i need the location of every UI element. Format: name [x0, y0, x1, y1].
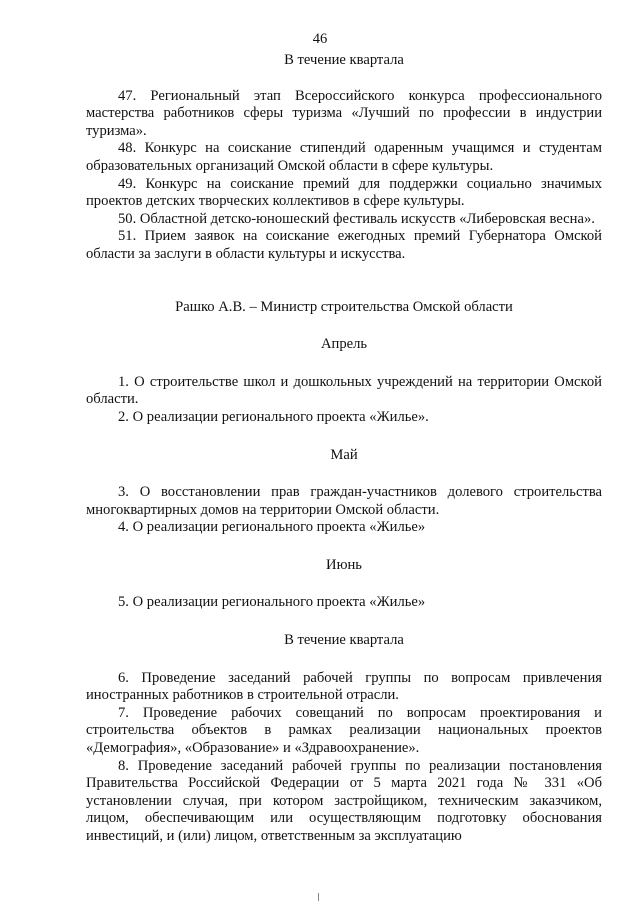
- list-item: 2. О реализации регионального проекта «Жилье».: [118, 408, 429, 425]
- list-item: 8. Проведение заседаний рабочей группы по реализации постановления Правительства Российской Федерации от 5 марта 2021 года № 331 «Об установлении случая, при котором застройщиком, техническим заказчиком, лицом, обеспечивающим или осуществляющим подготовку обоснования инвестиций, и (или) лицом, ответственным за эксплуатацию: [86, 757, 602, 844]
- document-body: [86, 52, 602, 846]
- section-heading-quarter-1: В течение квартала: [284, 52, 404, 68]
- list-item: 50. Областной детско-юношеский фестиваль искусств «Либеровская весна».: [118, 210, 595, 227]
- list-item: 6. Проведение заседаний рабочей группы по вопросам привлечения иностранных работников в строительной отрасли.: [86, 669, 602, 704]
- section-heading-may: Май: [330, 446, 358, 463]
- scan-artifact: [318, 893, 319, 901]
- page-number: 46: [312, 31, 328, 47]
- list-item: 4. О реализации регионального проекта «Жилье»: [118, 519, 426, 536]
- list-item: 51. Прием заявок на соискание ежегодных премий Губернатора Омской области за заслуги в области культуры и искусства.: [86, 228, 602, 262]
- section-heading-june: Июнь: [326, 556, 362, 573]
- list-item: 49. Конкурс на соискание премий для поддержки социально значимых проектов детских творческих коллективов в сфере культуры.: [86, 175, 602, 210]
- list-item: 47. Региональный этап Всероссийского конкурса профессионального мастерства работников сферы туризма «Лучший по профессии в индустрии туризма».: [86, 87, 602, 139]
- list-item: 48. Конкурс на соискание стипендий одаренным учащимся и студентам образовательных организаций Омской области в сфере культуры.: [86, 140, 602, 174]
- list-item: 7. Проведение рабочих совещаний по вопросам проектирования и строительства объектов в рамках реализации национальных проектов «Демография», «Образование» и «Здравоохранение».: [86, 704, 602, 757]
- list-item: 1. О строительстве школ и дошкольных учреждений на территории Омской области.: [86, 373, 602, 408]
- list-item: 5. О реализации регионального проекта «Жилье»: [118, 594, 426, 611]
- list-item: 3. О восстановлении прав граждан-участников долевого строительства многоквартирных домов на территории Омской области.: [86, 484, 602, 518]
- minister-heading: Рашко А.В. – Министр строительства Омской области: [175, 298, 513, 315]
- section-heading-quarter-2: В течение квартала: [284, 632, 404, 649]
- section-heading-april: Апрель: [320, 336, 368, 353]
